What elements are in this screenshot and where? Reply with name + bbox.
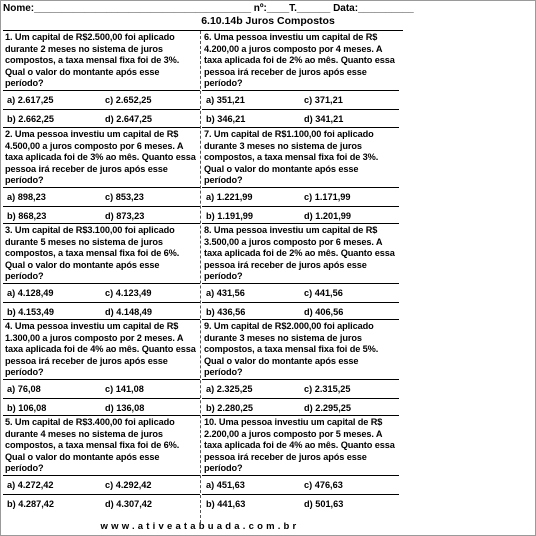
answer-option[interactable]: a) 4.128,49 <box>7 288 54 298</box>
answer-option[interactable]: d) 341,21 <box>304 114 344 124</box>
answer-options <box>202 475 399 511</box>
answer-option[interactable]: d) 2.647,25 <box>105 114 152 124</box>
question-text: 6. Uma pessoa investiu um capital de R$ 4.200,00 a juros composto por 4 meses. A taxa aplicada foi de 2% ao mês. Quanto essa pessoa irá receber de juros após esse período? <box>204 32 395 89</box>
question-item <box>3 31 200 127</box>
number-field[interactable]: nº:____T.______ <box>253 3 331 14</box>
question-item <box>202 127 399 223</box>
answer-option[interactable]: c) 853,23 <box>105 192 144 202</box>
answer-option[interactable]: c) 2.652,25 <box>105 95 152 105</box>
questions-column-right <box>202 31 399 523</box>
answer-options <box>3 187 200 223</box>
question-item <box>3 319 200 415</box>
question-text: 9. Um capital de R$2.000,00 foi aplicado durante 3 meses no sistema de juros compostos, a taxa mensal fixa foi de 5%. Qual o valor do montante após esse período? <box>204 321 379 378</box>
question-text: 7. Um capital de R$1.100,00 foi aplicado durante 3 meses no sistema de juros compostos, a taxa mensal fixa foi de 3%. Qual o valor do montante após esse período? <box>204 129 379 186</box>
question-item <box>3 127 200 223</box>
answer-option[interactable]: a) 76,08 <box>7 384 41 394</box>
question-text: 3. Um capital de R$3.100,00 foi aplicado durante 5 meses no sistema de juros compostos, a taxa mensal fixa foi de 6%. Qual o valor do montante após esse período? <box>5 225 180 282</box>
answer-option[interactable]: b) 1.191,99 <box>206 211 253 221</box>
questions-column-left <box>3 31 200 523</box>
answer-option[interactable]: b) 2.280,25 <box>206 403 253 413</box>
name-field[interactable]: Nome:_______________________________________ <box>3 3 252 14</box>
answer-option[interactable]: a) 451,63 <box>206 480 245 490</box>
answer-option[interactable]: c) 2.315,25 <box>304 384 351 394</box>
answer-option[interactable]: d) 2.295,25 <box>304 403 351 413</box>
answer-option[interactable]: d) 136,08 <box>105 403 145 413</box>
answer-options <box>202 187 399 223</box>
date-field[interactable]: Data:__________ <box>333 3 414 14</box>
answer-option[interactable]: c) 441,56 <box>304 288 343 298</box>
questions-grid <box>3 30 403 523</box>
column-divider <box>200 31 201 523</box>
answer-option[interactable]: c) 476,63 <box>304 480 343 490</box>
answer-option[interactable]: d) 873,23 <box>105 211 145 221</box>
answer-option[interactable]: c) 141,08 <box>105 384 144 394</box>
question-text: 10. Uma pessoa investiu um capital de R$ 2.200,00 a juros composto por 5 meses. A taxa aplicada foi de 4% ao mês. Quanto essa pessoa irá receber de juros após esse período? <box>204 417 395 474</box>
answer-option[interactable]: a) 431,56 <box>206 288 245 298</box>
question-item <box>202 223 399 319</box>
answer-options <box>202 379 399 415</box>
question-text: 1. Um capital de R$2.500,00 foi aplicado durante 2 meses no sistema de juros compostos, a taxa mensal fixa foi de 3%. Qual o valor do montante após esse período? <box>5 32 180 89</box>
answer-option[interactable]: d) 4.307,42 <box>105 499 152 509</box>
answer-options <box>3 90 200 127</box>
answer-option[interactable]: c) 1.171,99 <box>304 192 351 202</box>
question-item <box>202 319 399 415</box>
answer-option[interactable]: b) 2.662,25 <box>7 114 54 124</box>
answer-option[interactable]: d) 501,63 <box>304 499 344 509</box>
answer-option[interactable]: b) 4.153,49 <box>7 307 54 317</box>
answer-option[interactable]: d) 406,56 <box>304 307 344 317</box>
answer-options <box>202 90 399 127</box>
answer-option[interactable]: d) 4.148,49 <box>105 307 152 317</box>
answer-option[interactable]: a) 2.325,25 <box>206 384 253 394</box>
answer-option[interactable]: a) 4.272,42 <box>7 480 54 490</box>
question-item <box>3 415 200 511</box>
answer-option[interactable]: b) 346,21 <box>206 114 246 124</box>
answer-option[interactable]: a) 351,21 <box>206 95 245 105</box>
question-text: 2. Uma pessoa investiu um capital de R$ 4.500,00 a juros composto por 6 meses. A taxa aplicada foi de 3% ao mês. Quanto essa pessoa irá receber de juros após esse período? <box>5 129 196 186</box>
answer-options <box>3 283 200 319</box>
answer-option[interactable]: a) 2.617,25 <box>7 95 54 105</box>
question-text: 8. Uma pessoa investiu um capital de R$ 3.500,00 a juros composto por 6 meses. A taxa aplicada foi de 2% ao mês. Quanto essa pessoa irá receber de juros após esse período? <box>204 225 395 282</box>
answer-option[interactable]: b) 106,08 <box>7 403 47 413</box>
answer-option[interactable]: b) 436,56 <box>206 307 246 317</box>
answer-options <box>202 283 399 319</box>
answer-options <box>3 379 200 415</box>
answer-option[interactable]: a) 898,23 <box>7 192 46 202</box>
answer-option[interactable]: a) 1.221,99 <box>206 192 253 202</box>
answer-option[interactable]: b) 4.287,42 <box>7 499 54 509</box>
question-item <box>3 223 200 319</box>
answer-option[interactable]: c) 4.123,49 <box>105 288 152 298</box>
worksheet-title: 6.10.14b Juros Compostos <box>201 15 335 27</box>
website-footer: www.ativeatabuada.com.br <box>100 521 300 532</box>
question-text: 4. Uma pessoa investiu um capital de R$ 1.300,00 a juros composto por 2 meses. A taxa aplicada foi de 4% ao mês. Quanto essa pessoa irá receber de juros após esse período? <box>5 321 196 378</box>
answer-option[interactable]: c) 371,21 <box>304 95 343 105</box>
answer-option[interactable]: c) 4.292,42 <box>105 480 152 490</box>
question-item <box>202 31 399 127</box>
answer-option[interactable]: b) 868,23 <box>7 211 47 221</box>
answer-option[interactable]: d) 1.201,99 <box>304 211 351 221</box>
answer-option[interactable]: b) 441,63 <box>206 499 246 509</box>
question-item <box>202 415 399 511</box>
answer-options <box>3 475 200 511</box>
question-text: 5. Um capital de R$3.400,00 foi aplicado durante 4 meses no sistema de juros compostos, a taxa mensal fixa foi de 6%. Qual o valor do montante após esse período? <box>5 417 180 474</box>
